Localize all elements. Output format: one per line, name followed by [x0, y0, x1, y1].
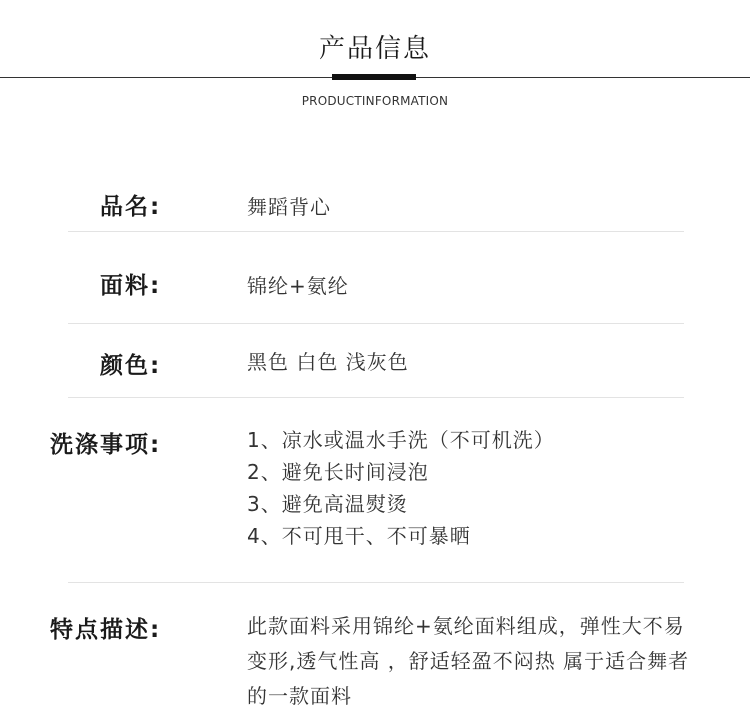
row-divider [68, 323, 684, 324]
washing-label: 洗涤事项: [50, 432, 162, 458]
description-line: 的一款面料 [247, 684, 352, 708]
fabric-value: 锦纶+氨纶 [247, 274, 349, 298]
list-item: 2、避免长时间浸泡 [247, 460, 429, 484]
color-label: 颜色: [100, 353, 162, 379]
list-item: 1、凉水或温水手洗（不可机洗） [247, 428, 555, 452]
name-value: 舞蹈背心 [247, 195, 331, 219]
row-divider [68, 397, 684, 398]
description-label: 特点描述: [50, 617, 162, 643]
description-line: 变形,透气性高 ，舒适轻盈不闷热 属于适合舞者 [247, 649, 690, 673]
fabric-label: 面料: [100, 273, 162, 299]
page-subtitle: PRODUCTINFORMATION [301, 94, 449, 108]
row-divider [68, 582, 684, 583]
description-text [247, 609, 689, 714]
color-value: 黑色 白色 浅灰色 [247, 350, 409, 374]
row-divider [68, 231, 684, 232]
name-label: 品名: [100, 194, 162, 220]
washing-list [247, 424, 555, 552]
list-item: 4、不可甩干、不可暴晒 [247, 524, 471, 548]
list-item: 3、避免高温熨烫 [247, 492, 408, 516]
description-line: 此款面料采用锦纶+氨纶面料组成，弹性大不易 [247, 614, 685, 638]
page-title: 产品信息 [318, 34, 431, 64]
title-accent-bar [332, 74, 416, 80]
